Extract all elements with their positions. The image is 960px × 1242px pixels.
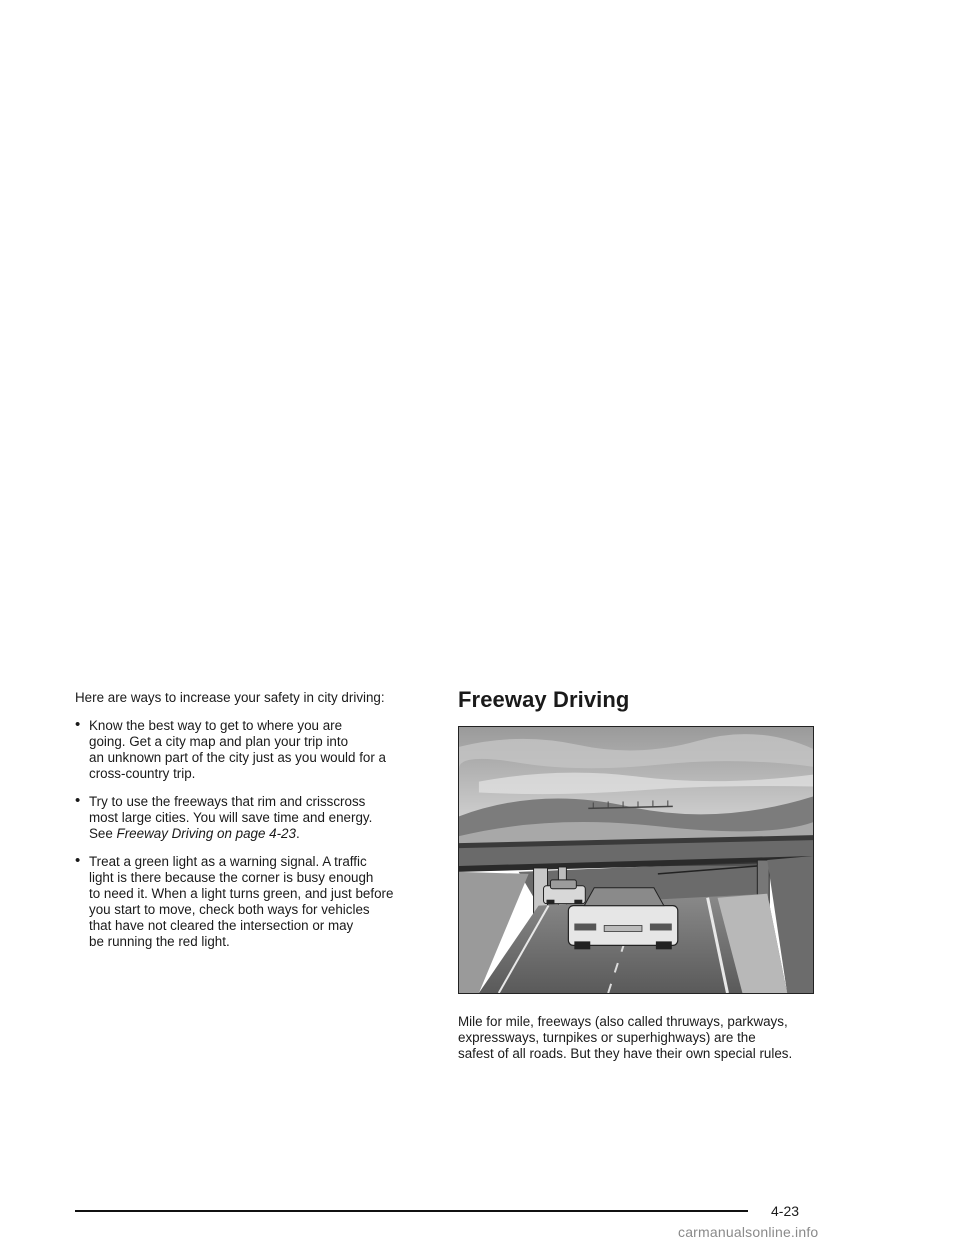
bullet-line: an unknown part of the city just as you would for a xyxy=(89,750,386,765)
see-prefix: See xyxy=(89,826,117,841)
bullet-item xyxy=(75,854,435,950)
bullet-item xyxy=(75,718,435,782)
watermark: carmanualsonline.info xyxy=(678,1224,819,1240)
footer-rule xyxy=(75,1210,748,1212)
see-suffix: . xyxy=(295,826,300,841)
bullet-line: be running the red light. xyxy=(89,934,230,949)
bullet-line: cross-country trip. xyxy=(89,766,196,781)
caption-paragraph xyxy=(458,1014,818,1062)
caption-line: Mile for mile, freeways (also called thruways, parkways, xyxy=(458,1014,788,1029)
bullet-dot-icon: • xyxy=(75,716,81,733)
page-number: 4-23 xyxy=(771,1203,800,1219)
bullet-see-line xyxy=(89,826,435,842)
bullet-line: that have not cleared the intersection or may xyxy=(89,918,354,933)
intro-paragraph: Here are ways to increase your safety in city driving: xyxy=(75,690,385,705)
freeway-illustration xyxy=(458,726,814,994)
bullet-line: Know the best way to get to where you are xyxy=(89,718,343,733)
bullet-line: going. Get a city map and plan your trip into xyxy=(89,734,349,749)
bullet-line: to need it. When a light turns green, and just before xyxy=(89,886,394,901)
bullet-line: Try to use the freeways that rim and crisscross xyxy=(89,794,366,809)
caption-line: safest of all roads. But they have their own special rules. xyxy=(458,1046,793,1061)
bullet-dot-icon: • xyxy=(75,792,81,809)
bullet-line: light is there because the corner is busy enough xyxy=(89,870,374,885)
caption-line: expressways, turnpikes or superhighways) are the xyxy=(458,1030,756,1045)
bullet-dot-icon: • xyxy=(75,852,81,869)
bullet-line: most large cities. You will save time and energy. xyxy=(89,810,373,825)
bullet-line: you start to move, check both ways for vehicles xyxy=(89,902,370,917)
left-column xyxy=(75,690,435,962)
bullet-item xyxy=(75,794,435,842)
right-column xyxy=(458,686,818,1062)
section-heading: Freeway Driving xyxy=(458,687,630,712)
bullet-line: Treat a green light as a warning signal. A traffic xyxy=(89,854,367,869)
cross-reference-link[interactable]: Freeway Driving on page 4-23 xyxy=(116,826,296,841)
